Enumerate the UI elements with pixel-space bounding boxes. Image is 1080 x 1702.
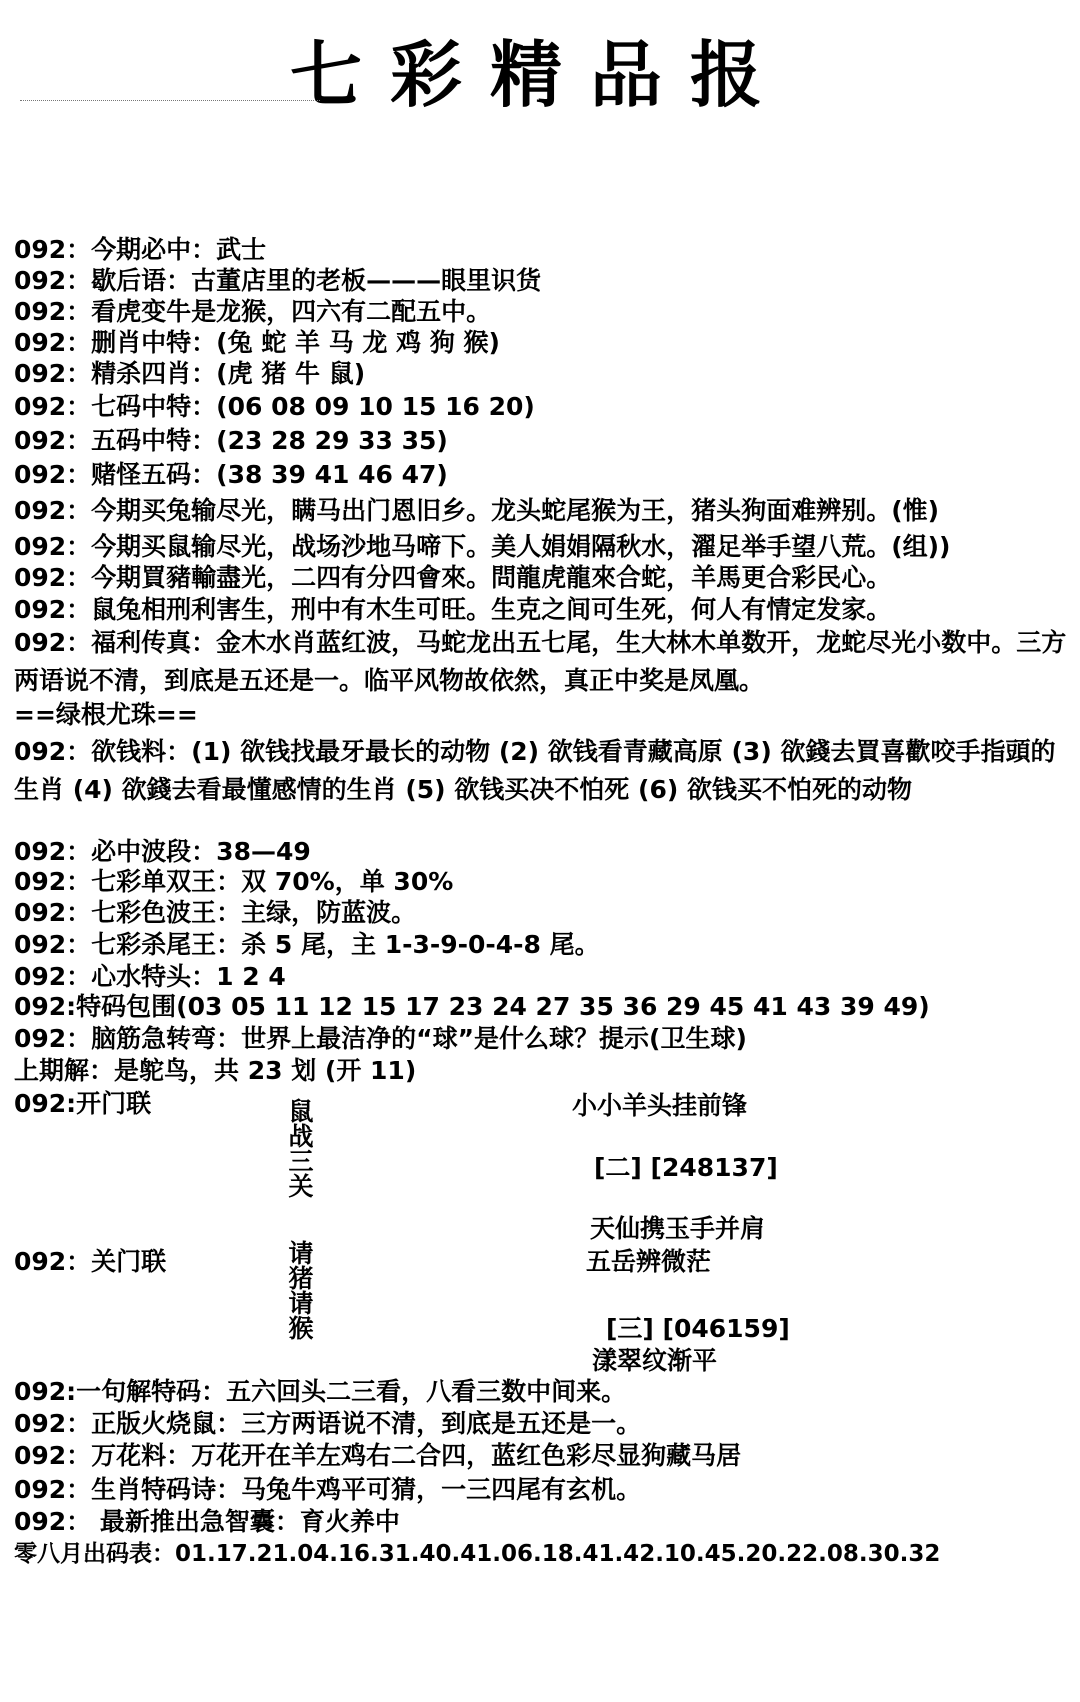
open-couplet-label: 092:开门联: [14, 1089, 152, 1118]
money-riddle-paragraph: 092：欲钱料：(1) 欲钱找最牙最长的动物 (2) 欲钱看青藏高原 (3) 欲錢去買喜歡咬手指頭的生肖 (4) 欲錢去看最懂感情的生肖 (5) 欲钱买决不怕死 (6) 欲钱买不怕死的动物: [14, 737, 1056, 804]
close-couplet-top2: 五岳辨微茫: [586, 1247, 712, 1276]
close-couplet-vertical: 请猪请猴: [285, 1240, 314, 1340]
text-line: 092：鼠兔相刑利害生，刑中有木生可旺。生克之间可生死，何人有情定发家。: [14, 595, 892, 624]
text-line: 092：脑筋急转弯：世界上最洁净的“球”是什么球？提示(卫生球): [14, 1024, 747, 1053]
text-line: 092：今期買豬輸盡光，二四有分四會來。問龍虎龍來合蛇，羊馬更合彩民心。: [14, 563, 892, 592]
text-line: 092：看虎变牛是龙猴，四六有二配五中。: [14, 297, 492, 326]
text-line: 092：心水特头：1 2 4: [14, 962, 286, 991]
text-line: 092： 最新推出急智囊：育火养中: [14, 1507, 400, 1536]
text-line: 上期解：是鸵鸟，共 23 划 (开 11): [14, 1056, 417, 1085]
text-line: 092:特码包围(03 05 11 12 15 17 23 24 27 35 36 29 45 41 43 39 49): [14, 992, 930, 1021]
open-couplet-code: [二] [248137]: [594, 1153, 778, 1182]
text-line: 092:一句解特码：五六回头二三看，八看三数中间来。: [14, 1377, 627, 1406]
text-line: 092：今期买兔输尽光，瞒马出门恩旧乡。龙头蛇尾猴为王，猪头狗面难辨别。(惟): [14, 496, 940, 525]
text-line: 092：生肖特码诗：马兔牛鸡平可猜，一三四尾有玄机。: [14, 1475, 642, 1504]
text-line: 092：七彩色波王：主绿，防蓝波。: [14, 898, 417, 927]
section-label: ==绿根尤珠==: [14, 700, 198, 729]
text-line: 092：精杀四肖：(虎 猪 牛 鼠): [14, 359, 366, 388]
text-line: 092：正版火烧鼠：三方两语说不清，到底是五还是一。: [14, 1409, 642, 1438]
welfare-paragraph: 092：福利传真：金木水肖蓝红波，马蛇龙出五七尾，生大林木单数开，龙蛇尽光小数中。三方两语说不清，到底是五还是一。临平风物故依然，真正中奖是凤凰。: [14, 628, 1067, 695]
text-line: 092：删肖中特：(兔 蛇 羊 马 龙 鸡 狗 猴): [14, 328, 500, 357]
text-line: 092：歇后语：古董店里的老板———眼里识货: [14, 266, 542, 295]
text-line: 092：万花料：万花开在羊左鸡右二合四，蓝红色彩尽显狗藏马居: [14, 1441, 742, 1470]
text-line: 092：必中波段：38—49: [14, 837, 311, 866]
text-line: 092：赌怪五码：(38 39 41 46 47): [14, 460, 448, 489]
open-couplet-top: 小小羊头挂前锋: [572, 1091, 748, 1120]
open-couplet-vertical: 鼠战三关: [285, 1098, 314, 1198]
close-couplet-top1: 天仙携玉手并肩: [590, 1214, 766, 1243]
text-line: 092：七彩杀尾王：杀 5 尾，主 1-3-9-0-4-8 尾。: [14, 930, 600, 959]
close-couplet-bottom: 漾翠纹渐平: [592, 1346, 718, 1375]
close-couplet-label: 092：关门联: [14, 1247, 167, 1276]
text-line: 092：今期买鼠输尽光，战场沙地马啼下。美人娟娟隔秋水，濯足举手望八荒。(组)): [14, 532, 951, 561]
close-couplet-code: [三] [046159]: [606, 1314, 790, 1343]
text-line: 092：七彩单双王：双 70%，单 30%: [14, 867, 454, 896]
page-title: 七彩精品报: [289, 32, 790, 117]
draw-history-line: 零八月出码表：01.17.21.04.16.31.40.41.06.18.41.42.10.45.20.22.08.30.32: [14, 1541, 941, 1567]
text-line: 092：五码中特：(23 28 29 33 35): [14, 426, 448, 455]
text-line: 092：今期必中：武士: [14, 235, 267, 264]
text-line: 092：七码中特：(06 08 09 10 15 16 20): [14, 392, 535, 421]
title-divider: [20, 100, 320, 101]
